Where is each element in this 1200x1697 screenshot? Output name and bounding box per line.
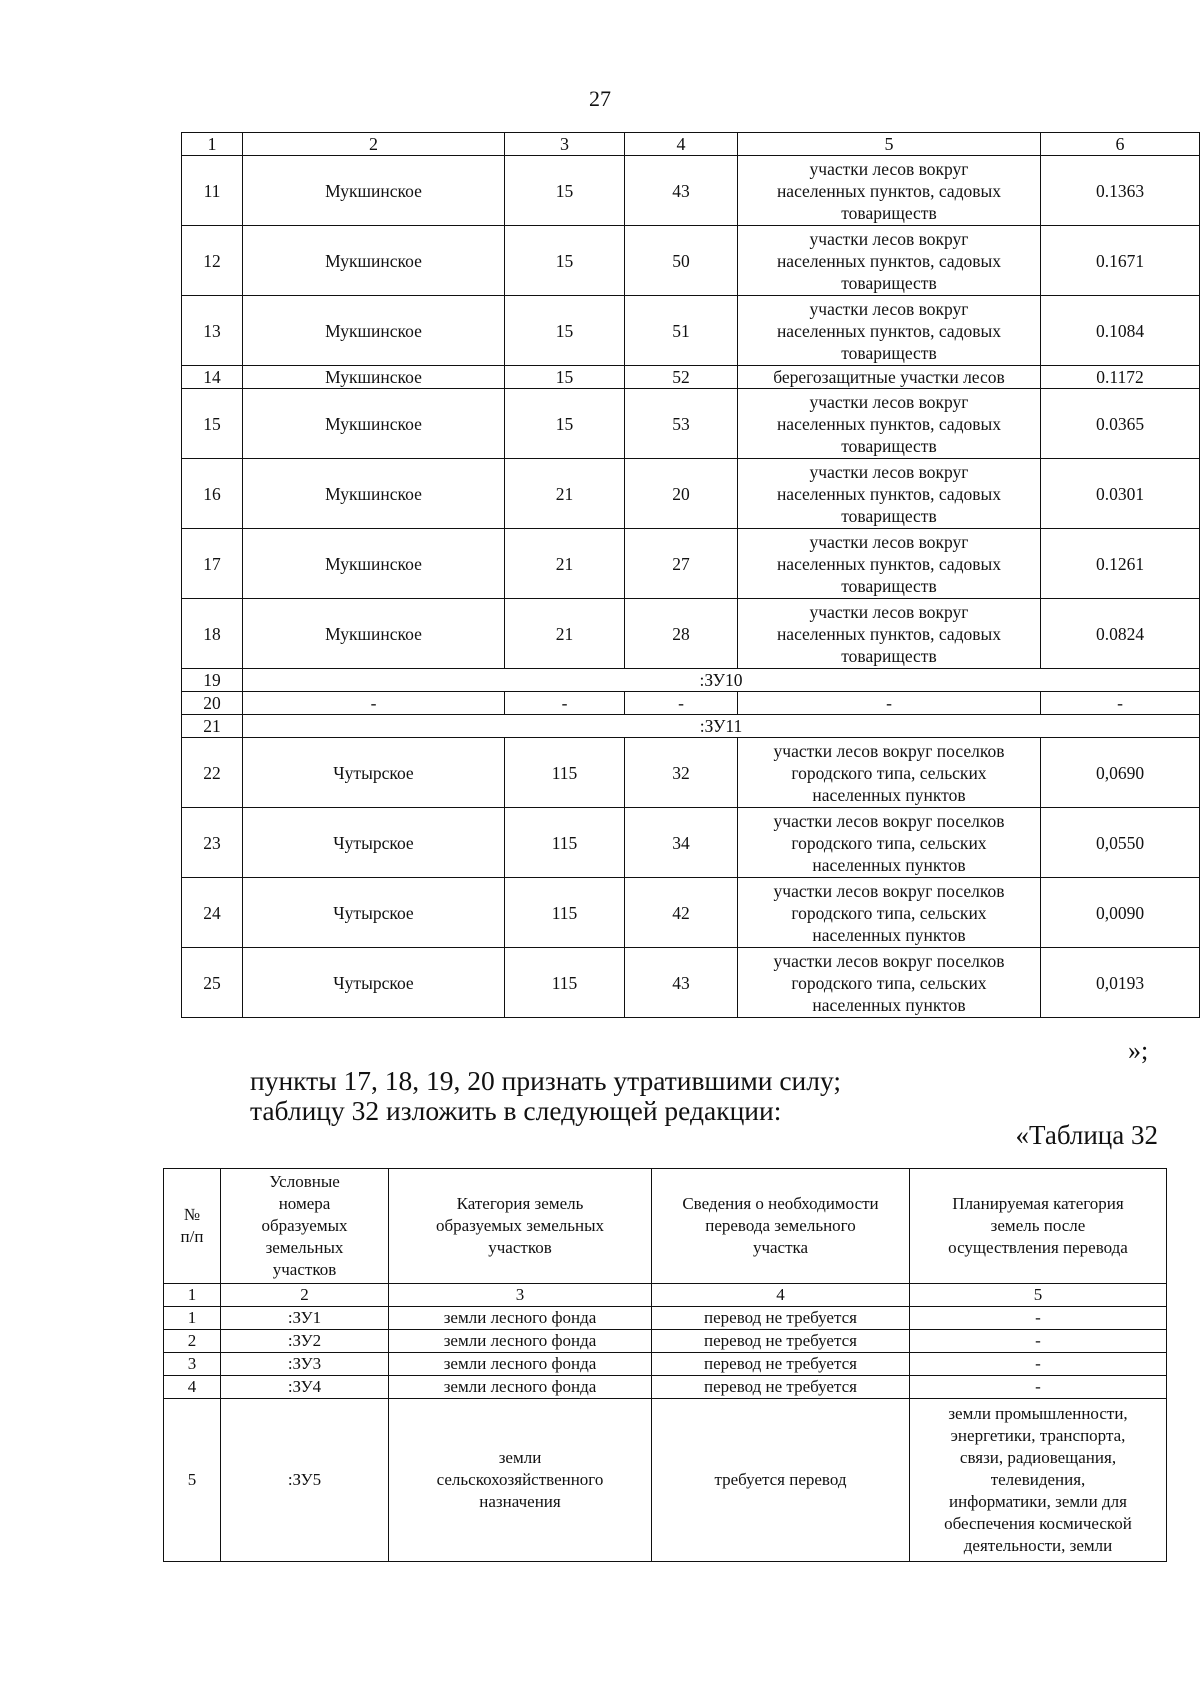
section-label: :ЗУ11 [243, 715, 1200, 738]
quarter-number: 21 [505, 599, 625, 669]
paragraph-table-edit: таблицу 32 изложить в следующей редакции: [250, 1095, 782, 1126]
table-row [182, 738, 1200, 808]
area-value: 0,0550 [1041, 808, 1200, 878]
area-value: 0,0193 [1041, 948, 1200, 1018]
row-number: 3 [164, 1353, 221, 1376]
forest-category: участки лесов вокруг поселков городского типа, сельских населенных пунктов [738, 738, 1041, 808]
quarter-number: 15 [505, 156, 625, 226]
header-cell: Планируемая категория земель после осуществления перевода [910, 1169, 1167, 1284]
area-value: 0.1363 [1041, 156, 1200, 226]
header-cell: Условные номера образуемых земельных участков [221, 1169, 389, 1284]
row-number: 1 [164, 1307, 221, 1330]
area-value: 0.1172 [1041, 366, 1200, 389]
header-cell: 3 [505, 133, 625, 156]
transfer-info: требуется перевод [652, 1399, 910, 1562]
header-cell: 6 [1041, 133, 1200, 156]
row-number: 12 [182, 226, 243, 296]
forest-category: участки лесов вокруг населенных пунктов, садовых товариществ [738, 389, 1041, 459]
row-number: 17 [182, 529, 243, 599]
forestry-name: Мукшинское [243, 599, 505, 669]
allotment-number: 28 [625, 599, 738, 669]
table-caption: «Таблица 32 [1015, 1120, 1158, 1150]
column-number: 4 [652, 1284, 910, 1307]
forest-category: берегозащитные участки лесов [738, 366, 1041, 389]
transfer-info: перевод не требуется [652, 1330, 910, 1353]
dash-cell: - [243, 692, 505, 715]
forest-category: участки лесов вокруг населенных пунктов, садовых товариществ [738, 459, 1041, 529]
quarter-number: 115 [505, 948, 625, 1018]
forestry-name: Мукшинское [243, 296, 505, 366]
forestry-name: Мукшинское [243, 366, 505, 389]
table-row [182, 692, 1200, 715]
allotment-number: 43 [625, 156, 738, 226]
forest-category: участки лесов вокруг населенных пунктов, садовых товариществ [738, 226, 1041, 296]
table-row [182, 366, 1200, 389]
forestry-name: Мукшинское [243, 389, 505, 459]
header-cell: 5 [738, 133, 1041, 156]
column-number: 1 [164, 1284, 221, 1307]
column-number: 5 [910, 1284, 1167, 1307]
row-number: 14 [182, 366, 243, 389]
dash-cell: - [738, 692, 1041, 715]
table-row [182, 808, 1200, 878]
quarter-number: 115 [505, 808, 625, 878]
quarter-number: 15 [505, 389, 625, 459]
header-cell: 4 [625, 133, 738, 156]
planned-category: - [910, 1353, 1167, 1376]
forestry-name: Мукшинское [243, 459, 505, 529]
table-row [164, 1399, 1167, 1562]
allotment-number: 43 [625, 948, 738, 1018]
allotment-number: 20 [625, 459, 738, 529]
plot-code: :ЗУ4 [221, 1376, 389, 1399]
table-row [164, 1330, 1167, 1353]
section-label: :ЗУ10 [243, 669, 1200, 692]
forestry-name: Чутырское [243, 738, 505, 808]
land-category: земли лесного фонда [389, 1330, 652, 1353]
allotment-number: 51 [625, 296, 738, 366]
transfer-info: перевод не требуется [652, 1353, 910, 1376]
row-number: 21 [182, 715, 243, 738]
area-value: 0.1261 [1041, 529, 1200, 599]
forest-plots-table [181, 132, 1200, 1018]
column-numbers-row [164, 1284, 1167, 1307]
dash-cell: - [505, 692, 625, 715]
header-cell: 2 [243, 133, 505, 156]
plot-code: :ЗУ2 [221, 1330, 389, 1353]
row-number: 20 [182, 692, 243, 715]
table-row [182, 296, 1200, 366]
land-category: земли сельскохозяйственного назначения [389, 1399, 652, 1562]
allotment-number: 42 [625, 878, 738, 948]
transfer-info: перевод не требуется [652, 1376, 910, 1399]
allotment-number: 34 [625, 808, 738, 878]
table-row [182, 948, 1200, 1018]
row-number: 19 [182, 669, 243, 692]
forestry-name: Чутырское [243, 948, 505, 1018]
quarter-number: 115 [505, 878, 625, 948]
table-header-row [164, 1169, 1167, 1284]
area-value: 0.0824 [1041, 599, 1200, 669]
table-header-row [182, 133, 1200, 156]
table-row [182, 599, 1200, 669]
forestry-name: Мукшинское [243, 529, 505, 599]
forest-category: участки лесов вокруг населенных пунктов, садовых товариществ [738, 599, 1041, 669]
table-row [182, 878, 1200, 948]
dash-cell: - [625, 692, 738, 715]
forestry-name: Чутырское [243, 808, 505, 878]
plot-code: :ЗУ5 [221, 1399, 389, 1562]
quarter-number: 115 [505, 738, 625, 808]
forest-category: участки лесов вокруг поселков городского типа, сельских населенных пунктов [738, 948, 1041, 1018]
forest-category: участки лесов вокруг поселков городского типа, сельских населенных пунктов [738, 878, 1041, 948]
allotment-number: 50 [625, 226, 738, 296]
allotment-number: 27 [625, 529, 738, 599]
transfer-info: перевод не требуется [652, 1307, 910, 1330]
row-number: 25 [182, 948, 243, 1018]
allotment-number: 32 [625, 738, 738, 808]
row-number: 11 [182, 156, 243, 226]
area-value: 0.0365 [1041, 389, 1200, 459]
area-value: 0.0301 [1041, 459, 1200, 529]
quarter-number: 21 [505, 459, 625, 529]
quarter-number: 15 [505, 226, 625, 296]
row-number: 23 [182, 808, 243, 878]
column-number: 3 [389, 1284, 652, 1307]
header-cell: Категория земель образуемых земельных участков [389, 1169, 652, 1284]
forest-category: участки лесов вокруг населенных пунктов, садовых товариществ [738, 156, 1041, 226]
row-number: 4 [164, 1376, 221, 1399]
row-number: 2 [164, 1330, 221, 1353]
table-row [164, 1307, 1167, 1330]
table-row [182, 226, 1200, 296]
planned-category: - [910, 1307, 1167, 1330]
forest-category: участки лесов вокруг поселков городского типа, сельских населенных пунктов [738, 808, 1041, 878]
quarter-number: 15 [505, 366, 625, 389]
row-number: 18 [182, 599, 243, 669]
table-row [182, 529, 1200, 599]
header-cell: № п/п [164, 1169, 221, 1284]
forest-category: участки лесов вокруг населенных пунктов, садовых товариществ [738, 296, 1041, 366]
table-row [182, 156, 1200, 226]
allotment-number: 52 [625, 366, 738, 389]
forestry-name: Мукшинское [243, 156, 505, 226]
allotment-number: 53 [625, 389, 738, 459]
header-cell: 1 [182, 133, 243, 156]
planned-category: - [910, 1376, 1167, 1399]
land-category: земли лесного фонда [389, 1353, 652, 1376]
land-category: земли лесного фонда [389, 1307, 652, 1330]
table-row [164, 1376, 1167, 1399]
row-number: 15 [182, 389, 243, 459]
paragraph-repeal: пункты 17, 18, 19, 20 признать утратившими силу; [250, 1065, 841, 1096]
area-value: 0.1671 [1041, 226, 1200, 296]
page-number: 27 [589, 86, 611, 111]
header-cell: Сведения о необходимости перевода земельного участка [652, 1169, 910, 1284]
row-number: 22 [182, 738, 243, 808]
forestry-name: Чутырское [243, 878, 505, 948]
row-number: 13 [182, 296, 243, 366]
section-row [182, 715, 1200, 738]
plot-code: :ЗУ1 [221, 1307, 389, 1330]
planned-category: - [910, 1330, 1167, 1353]
area-value: 0,0090 [1041, 878, 1200, 948]
table-row [164, 1353, 1167, 1376]
forest-category: участки лесов вокруг населенных пунктов, садовых товариществ [738, 529, 1041, 599]
quarter-number: 15 [505, 296, 625, 366]
section-row [182, 669, 1200, 692]
closing-quote: »; [1128, 1036, 1149, 1065]
plot-code: :ЗУ3 [221, 1353, 389, 1376]
table-row [182, 389, 1200, 459]
land-category-table [163, 1168, 1167, 1562]
quarter-number: 21 [505, 529, 625, 599]
row-number: 5 [164, 1399, 221, 1562]
dash-cell: - [1041, 692, 1200, 715]
column-number: 2 [221, 1284, 389, 1307]
planned-category: земли промышленности, энергетики, транспорта, связи, радиовещания, телевидения, информатики, земли для обеспечения космической деятельности, земли [910, 1399, 1167, 1562]
area-value: 0,0690 [1041, 738, 1200, 808]
row-number: 24 [182, 878, 243, 948]
land-category: земли лесного фонда [389, 1376, 652, 1399]
forestry-name: Мукшинское [243, 226, 505, 296]
area-value: 0.1084 [1041, 296, 1200, 366]
table-row [182, 459, 1200, 529]
row-number: 16 [182, 459, 243, 529]
